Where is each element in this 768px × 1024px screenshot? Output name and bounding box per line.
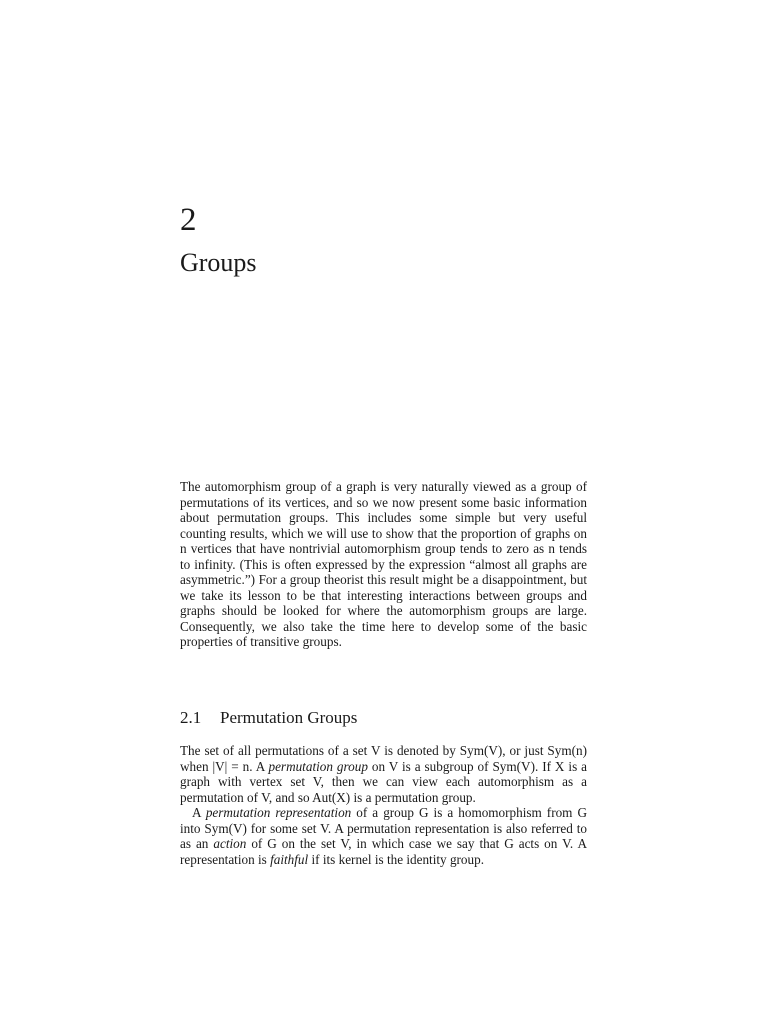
p2-emphasis-1: permutation representation [205,805,352,820]
intro-paragraph: The automorphism group of a graph is very naturally viewed as a group of permutations of its vertices, and so we now present some basic information about permutation groups. This includes some simple but very useful counting results, which we will use to show that the proportion of graphs on n vertices that have nontrivial automorphism group tends to zero as n tends to infinity. (This is often expressed by the expression “almost all graphs are asymmetric.”) For a group theorist this result might be a disappointment, but we take its lesson to be that interesting interactions between groups and graphs should be looked for where the automorphism groups are large. Consequently, we also take the time here to develop some of the basic properties of transitive groups. [180,479,587,649]
p2-text-4: if its kernel is the identity group. [308,851,485,867]
section-number: 2.1 [180,708,202,727]
section-body [180,743,587,867]
section-title: Permutation Groups [220,708,358,727]
p2-emphasis-3: faithful [270,851,309,867]
p2-text-2: of a group G is a homomorphism from G into Sym(V) for some set V. A permutation representation is also referred to as an [180,805,587,851]
section-paragraph-2 [180,805,587,867]
p2-text-3: of G on the set V, in which case we say that G acts on V. A representation is [180,836,587,867]
chapter-number: 2 [180,202,197,238]
p1-emphasis-1: permutation group [268,758,368,774]
section-heading [180,707,357,729]
chapter-title: Groups [180,248,257,277]
intro-text [180,479,587,650]
p2-text-1: A [192,805,206,820]
p1-text-1: The set of all permutations of a set V is denoted by Sym(V), or just Sym(n) when |V| = n. A [180,743,587,774]
p1-text-2: on V is a subgroup of Sym(V). If X is a graph with vertex set V, then we can view each automorphism as a permutation of V, and so Aut(X) is a permutation group. [180,758,587,805]
p2-emphasis-2: action [213,836,247,851]
section-paragraph-1 [180,743,587,805]
